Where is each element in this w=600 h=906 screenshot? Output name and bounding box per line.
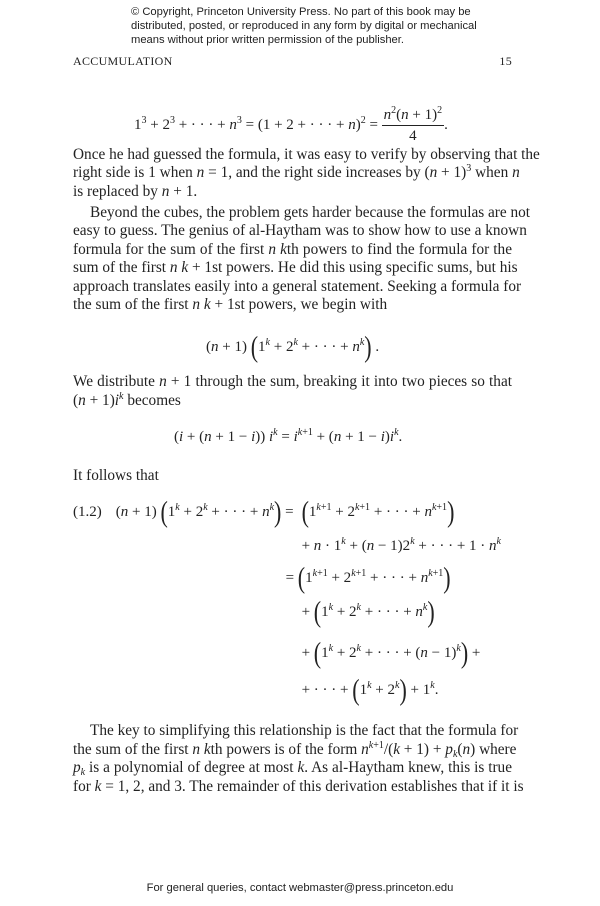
page-number: 15: [499, 54, 512, 68]
running-head: [73, 54, 512, 69]
equation-start: (n + 1) ($1^k + 2^k$ + · · · + $n^k$) .: [206, 329, 380, 364]
equation-distribute: (i + (n + 1 − i)) $i^k = i^{k+1} + (n + 1 - i)i^k$.: [174, 427, 403, 445]
text-line: $p_k$ is a polynomial of degree at most k. As al-Haytham knew, this is true: [73, 759, 512, 778]
equation-lhs: (n + 1) ($1^k + 2^k$ + · · · + $n^k$) =: [115, 494, 294, 529]
text-line: $(n + 1)i^k$ becomes: [73, 391, 181, 409]
text-line: is replaced by n + 1.: [73, 183, 198, 200]
text-line: formula for the sum of the first n kth powers to find the formula for the: [73, 241, 512, 258]
chapter-title: ACCUMULATION: [73, 54, 173, 68]
footer-contact: For general queries, contact webmaster@press.princeton.edu: [146, 882, 454, 894]
text-line: the sum of the first n k + 1st powers, we begin with: [73, 296, 388, 313]
copyright-line: means without prior written permission of the publisher.: [131, 34, 404, 46]
text-line: for k = 1, 2, and 3. The remainder of this derivation establishes that if it is: [73, 778, 524, 795]
equation-1-2: [73, 494, 501, 707]
equation-left-side: [73, 494, 298, 537]
equation-row: + ($1^k + 2^k$ + · · · + $(n - 1)^k$) +: [301, 635, 481, 670]
equation-row: ($1^{k+1} + 2^{k+1}$ + · · · + $n^{k+1}$): [301, 494, 455, 529]
text-line: the sum of the first n kth powers is of the form $n^{k+1}/(k + 1) + p_k(n)$ where: [73, 740, 517, 760]
fraction-denominator: 4: [409, 128, 417, 144]
text-line: right side is 1 when n = 1, and the right side increases by $(n + 1)^3$ when n: [73, 163, 520, 181]
equation-end: .: [444, 116, 448, 133]
text-line: approach translates easily into a general statement. Seeking a formula for: [73, 278, 522, 295]
equation-lhs: $1^3 + 2^3$ + · · · + $n^3 = (1 + 2$ + · · · + n)$^2$ =: [134, 114, 378, 133]
text-line: We distribute n + 1 through the sum, breaking it into two pieces so that: [73, 373, 512, 390]
fraction: [382, 106, 444, 145]
text-line: It follows that: [73, 467, 159, 484]
text-line: Beyond the cubes, the problem gets harder because the formulas are not: [90, 204, 531, 221]
equation-row: + · · · + $(1^k + 2^k) + 1^k$.: [301, 672, 439, 707]
text-line: sum of the first n k + 1st powers. He did this using specific sums, but his: [73, 259, 518, 276]
text-line: easy to guess. The genius of al-Haytham was to show how to use a known: [73, 222, 527, 239]
equation-sum-of-cubes: [134, 106, 448, 145]
copyright-line: distributed, posted, or reproduced in any form by digital or mechanical: [131, 20, 477, 32]
text-line: Once he had guessed the formula, it was easy to verify by observing that the: [73, 146, 540, 163]
copyright-notice: [131, 5, 477, 47]
equation-row: + ($1^k + 2^k$ + · · · + $n^k$): [301, 594, 435, 629]
fraction-numerator: $n^2(n + 1)^2$: [382, 106, 444, 126]
equation-number: (1.2): [73, 504, 102, 520]
equation-row: = ($1^{k+1} + 2^{k+1}$ + · · · + $n^{k+1}$): [285, 560, 451, 595]
text-line: The key to simplifying this relationship is the fact that the formula for: [90, 722, 519, 739]
equation-row: + $n \cdot 1^k + (n - 1)2^k$ + · · · + $1 \cdot n^k$: [301, 536, 501, 554]
copyright-line: © Copyright, Princeton University Press. No part of this book may be: [131, 6, 471, 18]
